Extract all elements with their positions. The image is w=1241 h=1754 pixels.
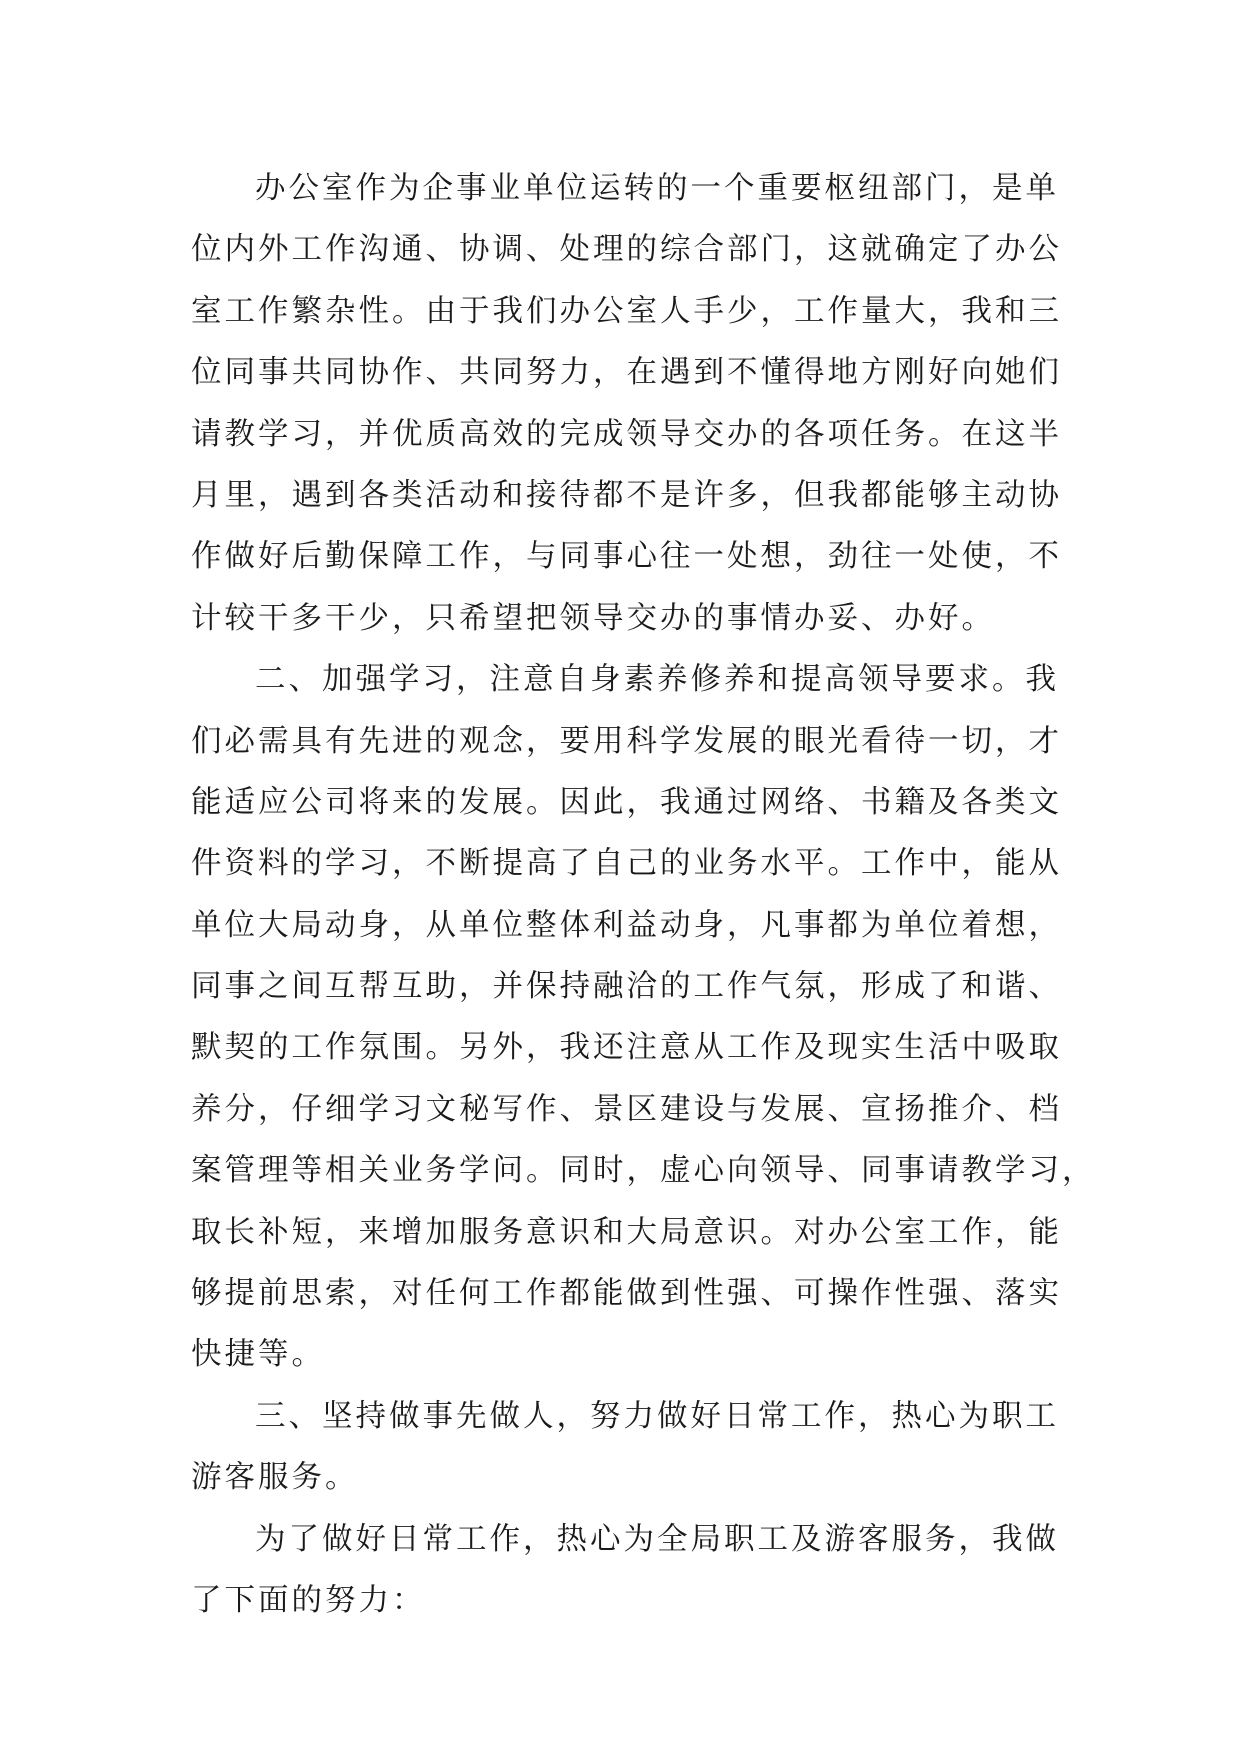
paragraph-line: 够提前思索，对任何工作都能做到性强、可操作性强、落实 bbox=[191, 1276, 1062, 1312]
paragraph-line: 三、坚持做事先做人，努力做好日常工作，热心为职工 bbox=[255, 1398, 1059, 1434]
paragraph-line: 们必需具有先进的观念，要用科学发展的眼光看待一切，才 bbox=[191, 723, 1062, 759]
document-body bbox=[191, 158, 1096, 1631]
paragraph-line: 室工作繁杂性。由于我们办公室人手少，工作量大，我和三 bbox=[191, 293, 1062, 329]
paragraph-line: 办公室作为企事业单位运转的一个重要枢纽部门，是单 bbox=[255, 171, 1059, 206]
paragraph-line: 计较干多干少，只希望把领导交办的事情办妥、办好。 bbox=[191, 600, 995, 636]
paragraph-line: 件资料的学习，不断提高了自己的业务水平。工作中，能从 bbox=[191, 846, 1062, 882]
paragraph-line: 能适应公司将来的发展。因此，我通过网络、书籍及各类文 bbox=[191, 784, 1062, 820]
paragraph-line: 位内外工作沟通、协调、处理的综合部门，这就确定了办公 bbox=[191, 232, 1062, 268]
paragraph-line: 月里，遇到各类活动和接待都不是许多，但我都能够主动协 bbox=[191, 477, 1062, 513]
paragraph-line: 同事之间互帮互助，并保持融洽的工作气氛，形成了和谐、 bbox=[191, 969, 1062, 1005]
paragraph-line: 案管理等相关业务学问。同时，虚心向领导、同事请教学习， bbox=[191, 1153, 1096, 1189]
paragraph-line: 取长补短，来增加服务意识和大局意识。对办公室工作，能 bbox=[191, 1214, 1062, 1250]
paragraph-line: 位同事共同协作、共同努力，在遇到不懂得地方刚好向她们 bbox=[191, 355, 1062, 391]
paragraph-line: 为了做好日常工作，热心为全局职工及游客服务，我做 bbox=[255, 1521, 1059, 1557]
paragraph-line: 作做好后勤保障工作，与同事心往一处想，劲往一处使，不 bbox=[191, 539, 1062, 575]
paragraph-line: 默契的工作氛围。另外，我还注意从工作及现实生活中吸取 bbox=[191, 1030, 1062, 1066]
paragraph-line: 游客服务。 bbox=[191, 1460, 359, 1496]
paragraph-line: 二、加强学习，注意自身素养修养和提高领导要求。我 bbox=[255, 662, 1059, 698]
paragraph-line: 了下面的努力： bbox=[191, 1582, 426, 1618]
paragraph-line: 养分，仔细学习文秘写作、景区建设与发展、宣扬推介、档 bbox=[191, 1091, 1062, 1127]
paragraph-line: 单位大局动身，从单位整体利益动身，凡事都为单位着想， bbox=[191, 907, 1062, 943]
paragraph-line: 请教学习，并优质高效的完成领导交办的各项任务。在这半 bbox=[191, 416, 1062, 452]
paragraph-line: 快捷等。 bbox=[191, 1337, 325, 1373]
